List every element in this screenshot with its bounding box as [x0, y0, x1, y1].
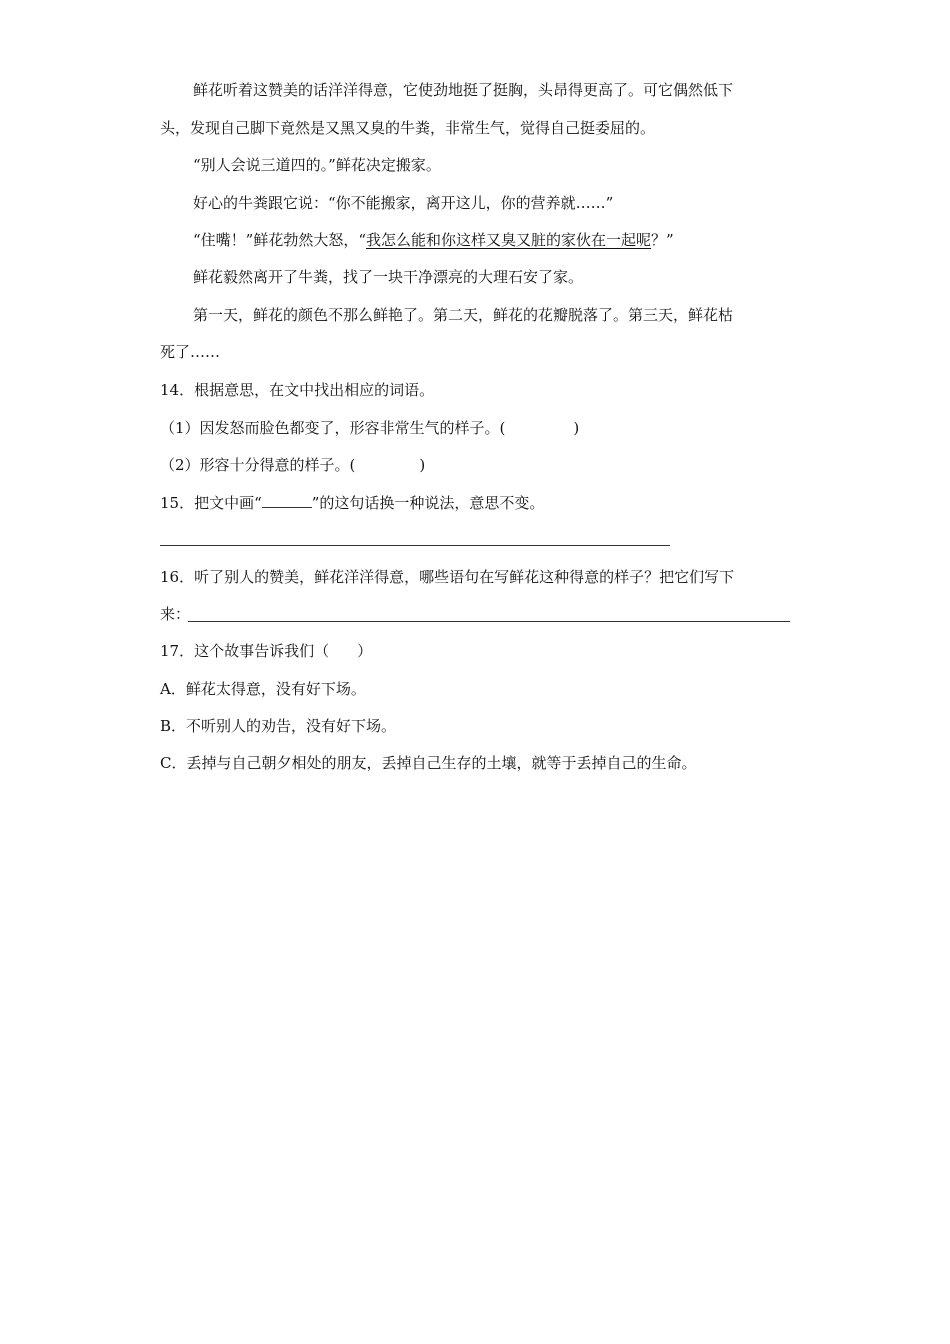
passage-paragraph-4 [193, 230, 674, 250]
question-14-item-1 [160, 418, 579, 438]
question-17-stem-close: ） [357, 642, 373, 660]
passage-paragraph-1-line-2: 头，发现自己脚下竟然是又黑又臭的牛粪，非常生气，觉得自己挺委屈的。 [160, 119, 656, 137]
answer-line-16[interactable] [188, 621, 790, 622]
underline-mark-blank [262, 493, 312, 508]
question-14-item-1-close: ) [573, 419, 580, 437]
passage-paragraph-3: 好心的牛粪跟它说：“你不能搬家，离开这儿，你的营养就……” [193, 194, 614, 212]
question-16-label: 来： [160, 605, 191, 623]
question-14-stem: 14．根据意思，在文中找出相应的词语。 [160, 381, 435, 399]
question-17-stem [160, 641, 372, 661]
question-14-item-2 [160, 455, 425, 475]
option-c[interactable]: C．丢掉与自己朝夕相处的朋友，丢掉自己生存的土壤，就等于丢掉自己的生命。 [160, 754, 697, 772]
question-15-stem-start: 15．把文中画“ [160, 494, 262, 512]
paragraph-4-end: ？” [651, 231, 674, 249]
option-a[interactable]: A．鲜花太得意，没有好下场。 [160, 680, 366, 698]
question-14-item-2-close: ) [419, 456, 426, 474]
option-b[interactable]: B．不听别人的劝告，没有好下场。 [160, 717, 397, 735]
passage-paragraph-2: “别人会说三道四的。”鲜花决定搬家。 [193, 156, 441, 174]
answer-line-15[interactable] [160, 545, 670, 546]
passage-paragraph-5: 鲜花毅然离开了牛粪，找了一块干净漂亮的大理石安了家。 [193, 268, 584, 286]
passage-paragraph-6-line-2: 死了…… [160, 343, 221, 361]
underlined-sentence: 我怎么能和你这样又臭又脏的家伙在一起呢 [366, 231, 652, 249]
question-14-item-1-text: （1）因发怒而脸色都变了，形容非常生气的样子。( [160, 419, 506, 437]
question-15-stem-end: ”的这句话换一种说法，意思不变。 [311, 494, 545, 512]
passage-paragraph-1-line-1: 鲜花听着这赞美的话洋洋得意，它使劲地挺了挺胸，头昂得更高了。可它偶然低下 [193, 81, 734, 99]
passage-paragraph-6-line-1: 第一天，鲜花的颜色不那么鲜艳了。第二天，鲜花的花瓣脱落了。第三天，鲜花枯 [193, 306, 734, 324]
question-16-line-2 [160, 604, 190, 624]
paragraph-4-start: “住嘴！”鲜花勃然大怒，“ [193, 231, 367, 249]
question-15-stem [160, 493, 544, 513]
question-16-line-1: 16．听了别人的赞美，鲜花洋洋得意，哪些语句在写鲜花这种得意的样子？把它们写下 [160, 568, 735, 586]
question-17-stem-text: 17．这个故事告诉我们（ [160, 642, 330, 660]
question-14-item-2-text: （2）形容十分得意的样子。( [160, 456, 356, 474]
